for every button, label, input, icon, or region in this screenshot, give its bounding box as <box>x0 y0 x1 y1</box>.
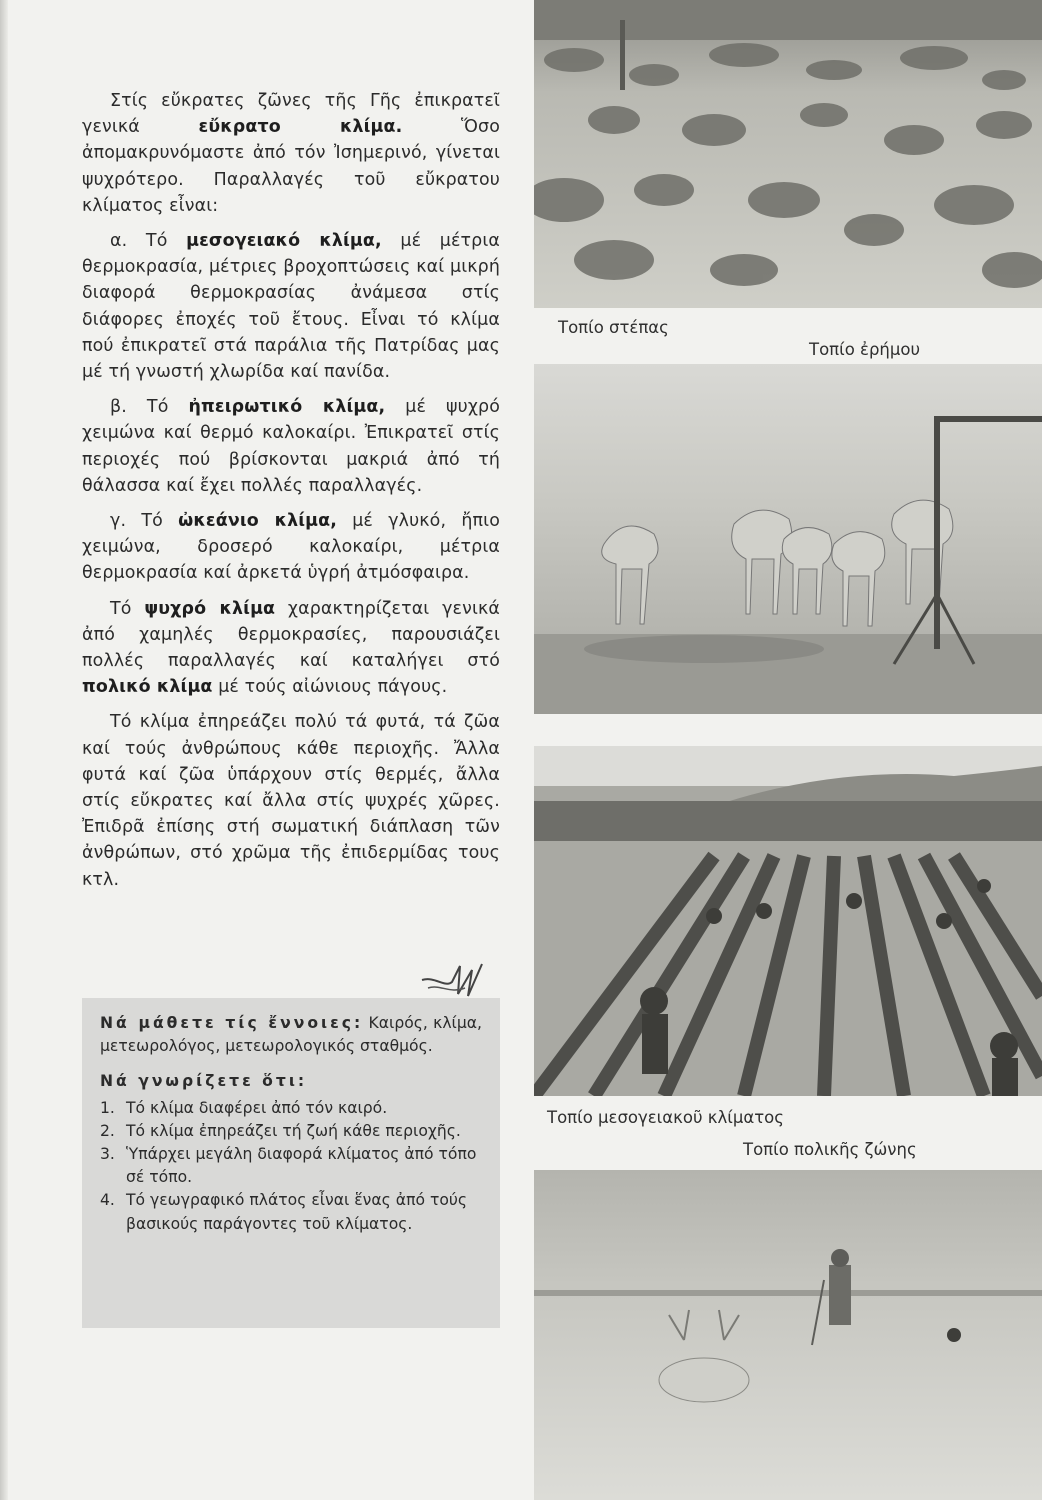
caption-steppe: Τοπίο στέπας <box>558 318 669 337</box>
text-run: μέ τούς αἰώνιους πάγους. <box>212 677 448 698</box>
text-run: μέ γλυκό, ἤπιο χειμώνα, δροσερό καλοκαίρι, μέτρια θερμοκρασία καί ἀρκετά ὑγρή ἀτμόσφαιρα. <box>82 511 500 584</box>
photo-steppe-landscape <box>534 0 1042 308</box>
list-item <box>100 1189 482 1235</box>
list-number: 4. <box>100 1191 115 1210</box>
term-temperate-climate: εὔκρατο κλίμα. <box>198 117 403 138</box>
list-number: 2. <box>100 1121 115 1140</box>
paragraph-temperate-intro <box>82 88 500 219</box>
list-item <box>100 1097 482 1120</box>
paragraph-climate-effects: Τό κλίμα ἐπηρεάζει πολύ τά φυτά, τά ζῶα καί τούς ἀνθρώπους κάθε περιοχῆς. Ἄλλα φυτά καί ζῶα ὑπάρχουν στίς θερμές, ἄλλα στίς εὔκρατες καί ἄλλα στίς ψυχρές χῶρες. Ἐπιδρᾶ ἐπίσης στή σωματική διάπλαση τῶν ἀνθρώπων, στό χρῶμα τῆς ἐπιδερμίδας τους κτλ. <box>82 712 500 890</box>
list-number: 3. <box>100 1145 115 1164</box>
text-run: γ. Τό <box>110 511 179 532</box>
list-number: 1. <box>100 1098 115 1117</box>
term-mediterranean-climate: μεσογειακό κλίμα, <box>186 231 382 252</box>
photo-desert-camels <box>534 364 1042 714</box>
concepts-label: Νά μάθετε τίς ἔννοιες: <box>100 1014 364 1032</box>
page-edge <box>0 0 8 1500</box>
caption-polar: Τοπίο πολικῆς ζώνης <box>743 1140 917 1159</box>
concepts-paragraph <box>100 1012 482 1058</box>
term-polar-climate: πολικό κλίμα <box>82 677 213 698</box>
list-item <box>100 1143 482 1189</box>
text-run: μέ μέτρια θερμοκρασία, μέτριες βροχοπτώσεις καί μικρή διαφορά θερμοκρασίας ἀνάμεσα στίς διάφορες ἐποχές τοῦ ἔτους. Εἶναι τό κλίμα πού ἐπικρατεῖ στά παράλια τῆς Πατρίδας μας μέ τή γνωστή χλωρίδα καί πανίδα. <box>82 231 500 383</box>
facts-list <box>100 1097 482 1236</box>
list-item <box>100 1120 482 1143</box>
list-text: Ὑπάρχει μεγάλη διαφορά κλίματος ἀπό τόπο σέ τόπο. <box>126 1145 477 1187</box>
photo-mediterranean-fields <box>534 746 1042 1096</box>
list-text: Τό κλίμα διαφέρει ἀπό τόν καιρό. <box>126 1098 388 1117</box>
term-cold-climate: ψυχρό κλίμα <box>144 598 276 619</box>
main-text-column <box>82 88 500 902</box>
term-oceanic-climate: ὠκεάνιο κλίμα, <box>178 511 337 532</box>
list-text: Τό γεωγραφικό πλάτος εἶναι ἕνας ἀπό τούς βασικούς παράγοντες τοῦ κλίματος. <box>126 1191 468 1233</box>
text-run: Στίς εὔκρατες ζῶνες τῆς Γῆς ἐπικρατεῖ γενικά <box>82 91 500 138</box>
paragraph-cold-climate <box>82 596 500 701</box>
photo-polar-landscape <box>534 1170 1042 1500</box>
paragraph-continental <box>82 394 500 499</box>
learn-title: Νά γνωρίζετε ὅτι: <box>100 1072 308 1091</box>
text-run: α. Τό <box>110 231 187 252</box>
handwritten-scribble-icon <box>420 958 490 1002</box>
text-run: Ὅσο ἀπομακρυνόμαστε ἀπό τόν Ἰσημερινό, γίνεται ψυχρότερο. Παραλλαγές τοῦ εὔκρατου κλίματος εἶναι: <box>82 117 500 216</box>
caption-desert: Τοπίο ἐρήμου <box>809 340 921 359</box>
term-continental-climate: ἠπειρωτικό κλίμα, <box>188 397 386 418</box>
text-run: β. Τό <box>110 397 189 418</box>
text-run: χαρακτηρίζεται γενικά ἀπό χαμηλές θερμοκρασίες, παρουσιάζει πολλές παραλλαγές καί καταλήγει στό <box>82 598 500 672</box>
paragraph-oceanic <box>82 508 500 587</box>
paragraph-mediterranean <box>82 228 500 385</box>
text-run: Τό <box>110 598 145 619</box>
text-run: μέ ψυχρό χειμώνα καί θερμό καλοκαίρι. Ἐπικρατεῖ στίς περιοχές πού βρίσκονται μακριά ἀπό τή θάλασσα καί ἔχει πολλές παραλλαγές. <box>82 397 500 496</box>
list-text: Τό κλίμα ἐπηρεάζει τή ζωή κάθε περιοχῆς. <box>126 1121 461 1140</box>
caption-mediterranean: Τοπίο μεσογειακοῦ κλίματος <box>547 1108 784 1127</box>
concepts-text: Καιρός, κλίμα, μετεωρολόγος, μετεωρολογικός σταθμός. <box>100 1014 482 1056</box>
summary-box <box>82 998 500 1328</box>
